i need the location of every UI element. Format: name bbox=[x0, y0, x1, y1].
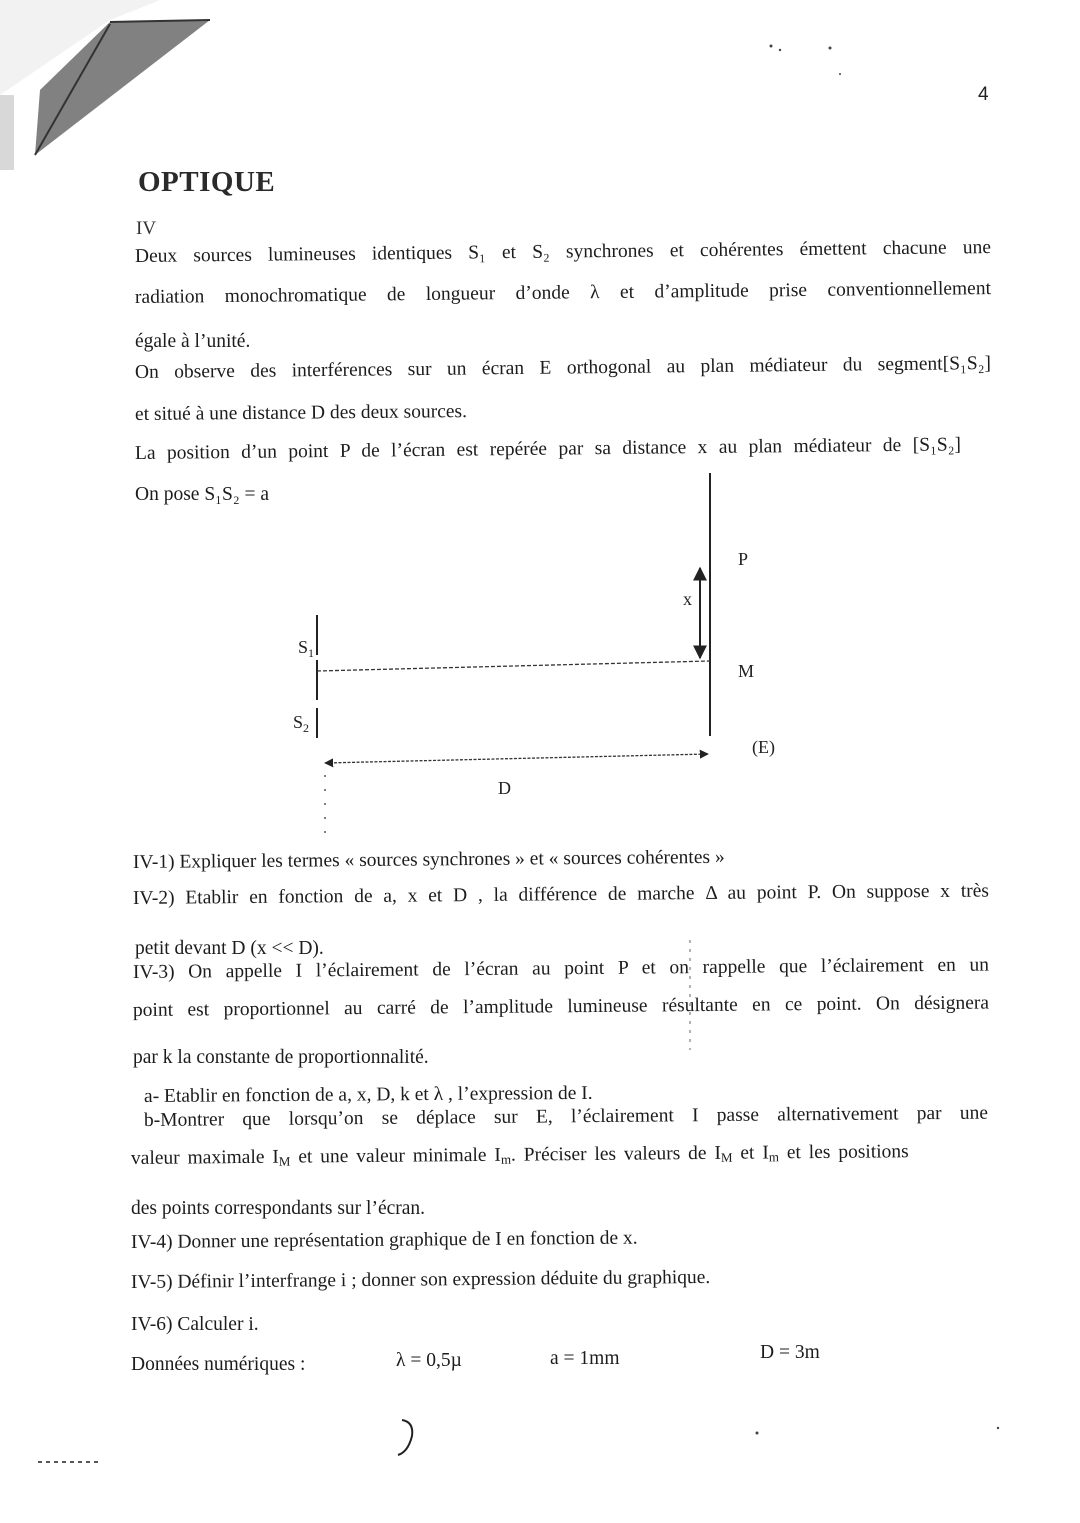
question-3b-line-1: b-Montrer que lorsqu’on se déplace sur E, l’éclairement I passe alternativement par une bbox=[143, 1102, 989, 1131]
question-3b-line-2: valeur maximale $I_M$ et une valeur minimale $I_m$. Préciser les valeurs de $I_M$ et $I_m$ et les positions bbox=[130, 1141, 909, 1169]
label-x: x bbox=[683, 589, 692, 609]
intro-line-4: On observe des interférences sur un écran E orthogonal au plan médiateur du segment[S₁S₂] bbox=[134, 353, 992, 383]
question-6: IV-6) Calculer i. bbox=[131, 1314, 259, 1335]
label-s2: $S_2$ bbox=[293, 712, 310, 735]
section-number: IV bbox=[136, 218, 157, 239]
label-p: P bbox=[738, 549, 749, 569]
interference-diagram bbox=[260, 460, 820, 850]
intro-line-5: et situé à une distance D des deux sources. bbox=[134, 401, 468, 425]
question-2-line-2: petit devant D (x << D). bbox=[135, 938, 324, 959]
page-title: OPTIQUE bbox=[138, 166, 276, 198]
intro-line-2: radiation monochromatique de longueur d’onde λ et d’amplitude prise conventionnellement bbox=[134, 278, 992, 308]
numerical-data-label: Données numériques : bbox=[131, 1354, 306, 1375]
median-axis bbox=[317, 661, 710, 671]
question-2-line-1: IV-2) Etablir en fonction de a, x et D , la différence de marche Δ au point P. On suppose x très bbox=[132, 880, 990, 909]
label-screen: (E) bbox=[752, 737, 775, 757]
intro-line-6: La position d’un point P de l’écran est repérée par sa distance x au plan médiateur de [S₁S₂] bbox=[134, 434, 962, 464]
a-value: a = 1mm bbox=[550, 1348, 620, 1369]
question-1: IV-1) Expliquer les termes « sources synchrones » et « sources cohérentes » bbox=[132, 846, 725, 873]
lambda-value: λ = 0,5µ bbox=[396, 1350, 462, 1371]
pen-stroke-mark bbox=[398, 1420, 412, 1455]
page-number: 4 bbox=[978, 84, 989, 105]
question-4: IV-4) Donner une représentation graphique de I en fonction de x. bbox=[130, 1227, 638, 1253]
question-3-line-2: point est proportionnel au carré de l’amplitude lumineuse résultante en ce point. On désignera bbox=[132, 992, 990, 1021]
question-3a: a- Etablir en fonction de a, x, D, k et λ , l’expression de I. bbox=[143, 1082, 593, 1107]
question-3b-line-3: des points correspondants sur l’écran. bbox=[131, 1198, 426, 1219]
label-d: D bbox=[498, 778, 511, 798]
intro-line-7: On pose S₁S₂ = a bbox=[135, 484, 270, 505]
d-value: D = 3m bbox=[760, 1342, 820, 1363]
question-5: IV-5) Définir l’interfrange i ; donner son expression déduite du graphique. bbox=[130, 1266, 711, 1293]
label-s1: $S_1$ bbox=[298, 637, 315, 660]
question-3-line-3: par k la constante de proportionnalité. bbox=[133, 1047, 429, 1068]
intro-line-3: égale à l’unité. bbox=[135, 331, 251, 352]
label-m: M bbox=[738, 661, 755, 681]
d-distance-arrow bbox=[325, 754, 708, 763]
folded-page-corner bbox=[0, 0, 260, 170]
question-3-line-1: IV-3) On appelle I l’éclairement de l’écran au point P et on rappelle que l’éclairement en un bbox=[132, 954, 990, 983]
intro-line-1: Deux sources lumineuses identiques S₁ et S₂ synchrones et cohérentes émettent chacune une bbox=[134, 237, 992, 267]
